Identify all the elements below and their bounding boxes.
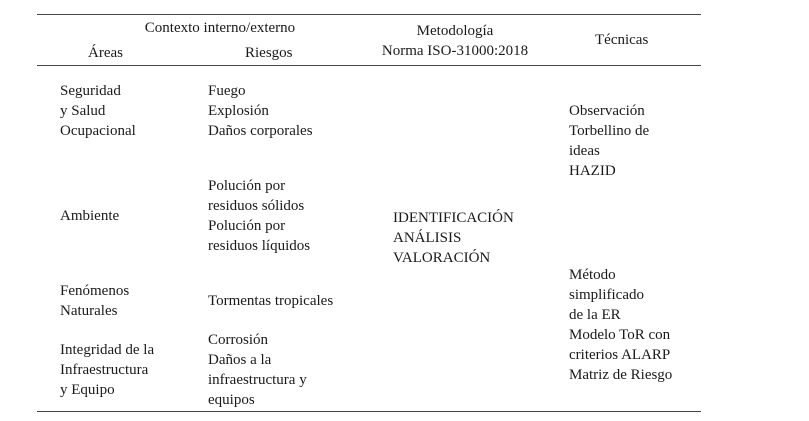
area-cell: Integridad de la Infraestructura y Equipo — [60, 342, 155, 398]
header-context-group: Contexto interno/externo — [144, 20, 296, 36]
risk-cell: Corrosión Daños a la infraestructura y equipos — [208, 332, 307, 408]
technique-cell: Método simplificado de la ER Modelo ToR con criterios ALARP Matriz de Riesgo — [569, 267, 673, 383]
header-methodology: Metodología Norma ISO-31000:2018 — [381, 23, 529, 59]
table-header-rule — [37, 65, 701, 66]
risk-cell: Fuego Explosión Daños corporales — [208, 83, 313, 139]
table-top-rule — [37, 14, 701, 15]
area-cell: Fenómenos Naturales — [60, 283, 130, 319]
technique-cell: Observación Torbellino de ideas HAZID — [569, 103, 650, 179]
area-cell: Seguridad y Salud Ocupacional — [60, 83, 136, 139]
risk-cell: Polución por residuos sólidos Polución por residuos líquidos — [208, 178, 311, 254]
methodology-steps: IDENTIFICACIÓN ANÁLISIS VALORACIÓN — [393, 210, 514, 266]
table-bottom-rule — [37, 411, 701, 412]
area-cell: Ambiente — [60, 208, 120, 224]
header-areas: Áreas — [88, 45, 123, 61]
header-risks: Riesgos — [245, 45, 293, 61]
risk-cell: Tormentas tropicales — [208, 293, 334, 309]
header-techniques: Técnicas — [595, 32, 649, 48]
